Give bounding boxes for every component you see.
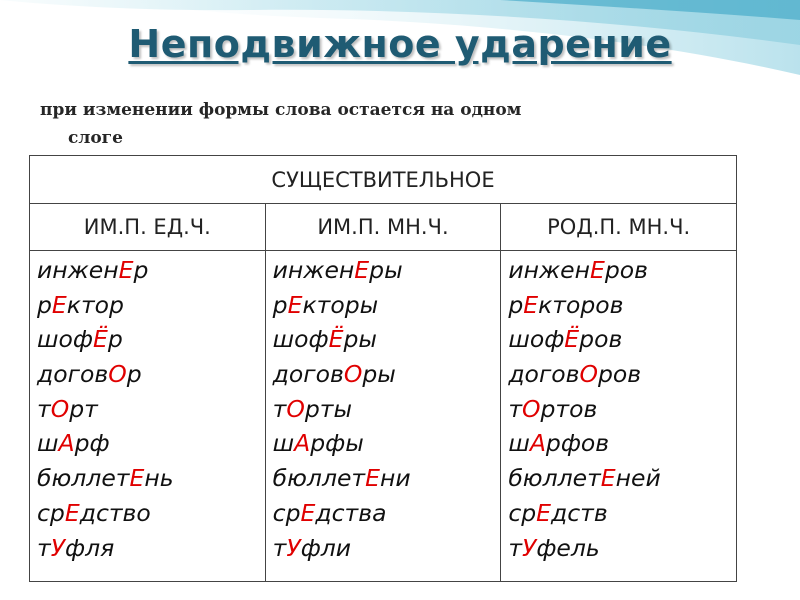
stressed-vowel: Ё bbox=[564, 325, 580, 354]
word-suffix: ры bbox=[343, 325, 377, 354]
word-suffix: кторов bbox=[538, 290, 624, 319]
stressed-vowel: Е bbox=[51, 290, 67, 319]
stressed-vowel: Е bbox=[287, 290, 303, 319]
subtitle-line-1: при изменении формы слова остается на одном bbox=[40, 100, 522, 120]
column-gen-pl bbox=[501, 251, 737, 582]
stressed-vowel: О bbox=[286, 394, 305, 423]
word-suffix: р bbox=[107, 325, 123, 354]
word-prefix: бюллет bbox=[37, 464, 130, 493]
stressed-vowel: У bbox=[50, 533, 66, 562]
word-item bbox=[273, 426, 497, 461]
word-suffix: ры bbox=[362, 360, 396, 389]
word-suffix: рф bbox=[74, 429, 110, 458]
word-prefix: шоф bbox=[508, 325, 565, 354]
stressed-vowel: Е bbox=[64, 498, 80, 527]
word-item bbox=[273, 531, 497, 566]
stressed-vowel: Е bbox=[354, 256, 370, 284]
stressed-vowel: Е bbox=[129, 464, 145, 493]
word-item bbox=[508, 322, 732, 357]
word-prefix: инжен bbox=[508, 256, 590, 284]
stressed-vowel: Е bbox=[536, 498, 552, 527]
word-suffix: ров bbox=[598, 360, 642, 389]
word-prefix: т bbox=[37, 394, 51, 423]
stressed-vowel: А bbox=[529, 429, 546, 458]
word-prefix: т bbox=[37, 533, 51, 562]
word-prefix: т bbox=[272, 533, 287, 562]
stressed-vowel: Е bbox=[600, 464, 616, 493]
word-item bbox=[508, 531, 732, 566]
declension-table bbox=[29, 155, 737, 582]
table-header: СУЩЕСТВИТЕЛЬНОЕ bbox=[30, 156, 737, 204]
subtitle-line-2: слоге bbox=[68, 128, 123, 148]
subtitle bbox=[40, 96, 730, 152]
stressed-vowel: Е bbox=[523, 290, 539, 319]
word-suffix: кторы bbox=[302, 290, 379, 319]
word-prefix: бюллет bbox=[272, 464, 366, 493]
column-nom-pl bbox=[265, 251, 501, 582]
word-prefix: р bbox=[272, 290, 288, 319]
word-suffix: рт bbox=[69, 394, 98, 423]
word-suffix: рты bbox=[304, 394, 353, 423]
word-suffix: ртов bbox=[540, 394, 598, 423]
word-item bbox=[37, 253, 261, 288]
word-item bbox=[273, 253, 497, 288]
word-suffix: рфов bbox=[545, 429, 610, 458]
column-header-nom-pl: ИМ.П. МН.Ч. bbox=[265, 204, 501, 251]
word-item bbox=[273, 461, 497, 496]
word-item bbox=[273, 322, 497, 357]
stressed-vowel: О bbox=[108, 360, 127, 389]
word-prefix: т bbox=[508, 533, 523, 562]
word-prefix: догов bbox=[272, 360, 344, 389]
word-item bbox=[37, 288, 261, 323]
word-suffix: фли bbox=[300, 533, 352, 562]
word-item bbox=[37, 461, 261, 496]
word-prefix: шоф bbox=[37, 325, 93, 354]
word-prefix: ш bbox=[37, 429, 59, 458]
word-item bbox=[37, 426, 261, 461]
word-prefix: р bbox=[37, 290, 52, 319]
stressed-vowel: О bbox=[579, 360, 599, 389]
stressed-vowel: У bbox=[522, 533, 537, 562]
word-item bbox=[273, 496, 497, 531]
word-suffix: р bbox=[126, 360, 142, 389]
word-item bbox=[37, 496, 261, 531]
word-prefix: инжен bbox=[272, 256, 355, 284]
word-prefix: т bbox=[508, 394, 523, 423]
word-suffix: дства bbox=[315, 498, 387, 527]
word-item bbox=[37, 357, 261, 392]
stressed-vowel: Е bbox=[365, 464, 380, 493]
word-item bbox=[508, 288, 732, 323]
word-prefix: догов bbox=[508, 360, 580, 389]
word-prefix: бюллет bbox=[508, 464, 601, 493]
word-prefix: р bbox=[508, 290, 524, 319]
word-prefix: догов bbox=[37, 360, 109, 389]
word-item bbox=[37, 531, 261, 566]
word-suffix: ров bbox=[604, 256, 648, 284]
word-prefix: инжен bbox=[37, 256, 119, 284]
word-suffix: ни bbox=[379, 464, 411, 493]
word-suffix: ры bbox=[369, 256, 403, 284]
word-suffix: нь bbox=[144, 464, 174, 493]
word-item bbox=[273, 392, 497, 427]
word-suffix: ров bbox=[579, 325, 623, 354]
word-item bbox=[508, 253, 732, 288]
word-suffix: ней bbox=[615, 464, 661, 493]
word-prefix: шоф bbox=[272, 325, 329, 354]
word-suffix: дство bbox=[79, 498, 151, 527]
stressed-vowel: О bbox=[522, 394, 541, 423]
stressed-vowel: Ё bbox=[92, 325, 108, 354]
stressed-vowel: У bbox=[286, 533, 301, 562]
column-header-gen-pl: РОД.П. МН.Ч. bbox=[501, 204, 737, 251]
word-item bbox=[508, 461, 732, 496]
word-suffix: фля bbox=[65, 533, 115, 562]
word-item bbox=[508, 392, 732, 427]
word-item bbox=[508, 357, 732, 392]
stressed-vowel: А bbox=[294, 429, 311, 458]
column-nom-sg bbox=[30, 251, 266, 582]
word-prefix: ш bbox=[508, 429, 530, 458]
word-item bbox=[508, 426, 732, 461]
word-suffix: ктор bbox=[66, 290, 124, 319]
word-suffix: рфы bbox=[310, 429, 364, 458]
word-prefix: ш bbox=[272, 429, 295, 458]
word-item bbox=[273, 357, 497, 392]
word-prefix: ср bbox=[37, 498, 65, 527]
stressed-vowel: Ё bbox=[328, 325, 344, 354]
word-suffix: дств bbox=[551, 498, 608, 527]
word-suffix: фель bbox=[536, 533, 600, 562]
word-prefix: т bbox=[272, 394, 287, 423]
stressed-vowel: Е bbox=[118, 256, 134, 284]
word-suffix: р bbox=[133, 256, 149, 284]
stressed-vowel: О bbox=[50, 394, 70, 423]
word-prefix: ср bbox=[508, 498, 537, 527]
stressed-vowel: Е bbox=[589, 256, 605, 284]
word-item bbox=[37, 322, 261, 357]
word-prefix: ср bbox=[272, 498, 301, 527]
word-item bbox=[37, 392, 261, 427]
page-title: Неподвижное ударение bbox=[128, 22, 672, 66]
word-item bbox=[273, 288, 497, 323]
stressed-vowel: О bbox=[343, 360, 363, 389]
word-item bbox=[508, 496, 732, 531]
column-header-nom-sg: ИМ.П. ЕД.Ч. bbox=[30, 204, 266, 251]
stressed-vowel: Е bbox=[300, 498, 316, 527]
stressed-vowel: А bbox=[58, 429, 75, 458]
